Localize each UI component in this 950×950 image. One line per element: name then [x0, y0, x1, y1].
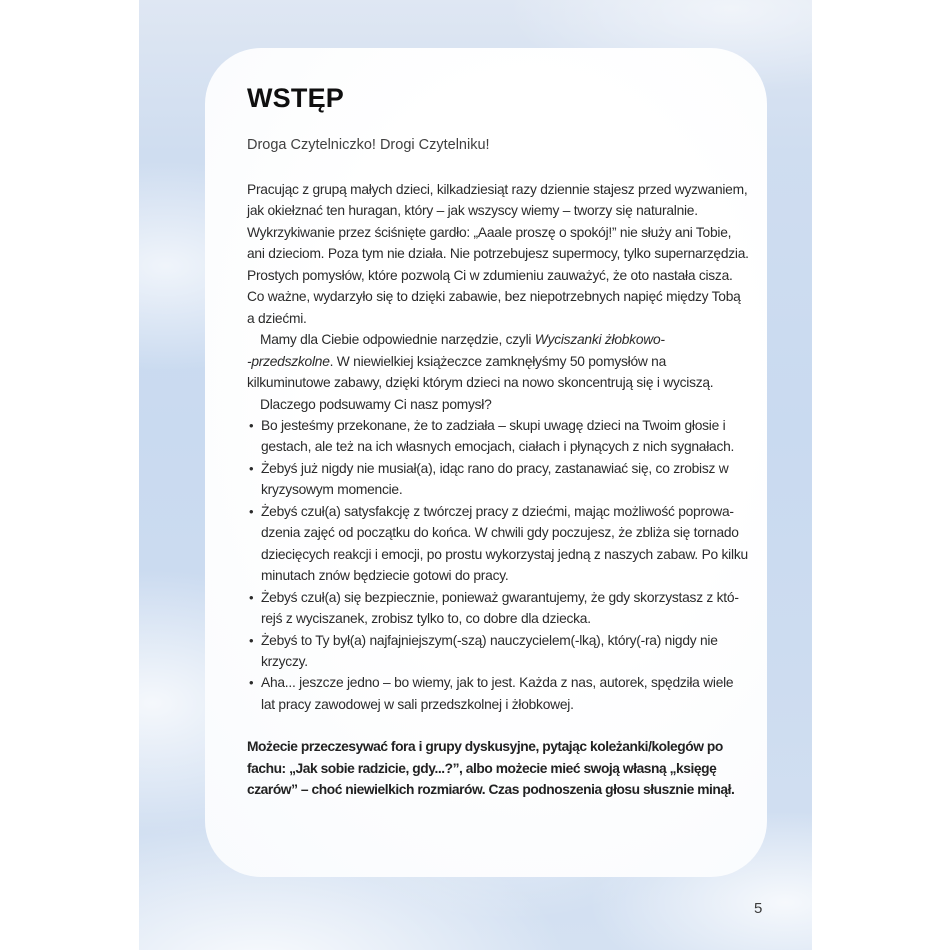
text-segment: Mamy dla Ciebie odpowiednie narzędzie, czyli — [260, 332, 535, 348]
paragraph — [247, 736, 749, 800]
text-segment: -przedszkolne — [247, 353, 330, 369]
list-item — [247, 630, 749, 673]
paragraph — [247, 329, 749, 393]
text-segment: Możecie przeczesywać fora i grupy dyskusyjne, pytając koleżanki/kolegów po fachu: „Jak sobie radzicie, gdy...?”, albo możecie mieć swoją własną „księgę czarów” – choć niewielkich rozmiarów. Czas podnoszenia głosu słusznie minął. — [247, 739, 735, 798]
text-segment: Pracując z grupą małych dzieci, kilkadziesiąt razy dziennie stajesz przed wyzwaniem, jak okiełznać ten huragan, który – jak wszyscy wiemy – tworzy się naturalnie. Wykrzykiwanie przez ściśnięte gardło: „Aaale proszę o spokój!” nie służy ani Tobie, ani dzieciom. Poza tym nie działa. Nie potrzebujesz supermocy, tylko supernarzędzia. Prostych pomysłów, które pozwolą Ci w zdumieniu zauważyć, że oto nastała cisza. Co ważne, wydarzyło się to dzięki zabawie, bez niepotrzebnych napięć między Tobą a dziećmi. — [247, 182, 749, 326]
sky-background — [139, 0, 812, 950]
text-segment: Żebyś już nigdy nie musiał(a), idąc rano do pracy, zastanawiać się, co zrobisz w kryzysowym momencie. — [261, 460, 729, 498]
body-text — [247, 179, 749, 801]
text-segment: Aha... jeszcze jedno – bo wiemy, jak to jest. Każda z nas, autorek, spędziła wiele lat pracy zawodowej w sali przedszkolnej i żłobkowej. — [261, 675, 734, 712]
paragraph — [247, 394, 749, 415]
content-card — [205, 48, 767, 877]
paragraph — [247, 179, 749, 329]
bullet-list — [247, 415, 749, 715]
text-segment: . W niewielkiej książeczce zamknęłyśmy 50 pomysłów na kilkuminutowe zabawy, dzięki którym dzieci na nowo skoncentrują się i wyciszą. — [247, 353, 714, 391]
list-item — [247, 672, 749, 715]
list-item — [247, 458, 749, 501]
greeting-line: Droga Czytelniczko! Drogi Czytelniku! — [247, 137, 490, 153]
text-segment: Bo jesteśmy przekonane, że to zadziała – skupi uwagę dzieci na Twoim głosie i gestach, ale też na ich własnych emocjach, ciałach i płynących z nich sygnałach. — [261, 417, 735, 455]
list-item — [247, 501, 749, 587]
text-segment: Żebyś czuł(a) się bezpiecznie, ponieważ gwarantujemy, że gdy skorzystasz z którejś z wyciszanek, zrobisz tylko to, co dobre dla dziecka. — [261, 589, 739, 627]
text-segment: Żebyś to Ty był(a) najfajniejszym(-szą) nauczycielem(-lką), który(-ra) nigdy nie krzyczy. — [261, 632, 718, 669]
text-segment: Żebyś czuł(a) satysfakcję z twórczej pracy z dziećmi, mając możliwość poprowadzenia zajęć od początku do końca. W chwili gdy poczujesz, że zbliża się tornado dziecięcych reakcji i emocji, po prostu wykorzystaj jedną z naszych zabaw. Po kilku minutach znów będziecie gotowi do pracy. — [261, 503, 748, 584]
page-number: 5 — [754, 900, 763, 917]
text-segment: Dlaczego podsuwamy Ci nasz pomysł? — [260, 396, 492, 412]
text-segment: Wyciszanki żłobkowo- — [534, 332, 665, 348]
list-item — [247, 415, 749, 458]
page-title: WSTĘP — [247, 83, 345, 113]
list-item — [247, 587, 749, 630]
